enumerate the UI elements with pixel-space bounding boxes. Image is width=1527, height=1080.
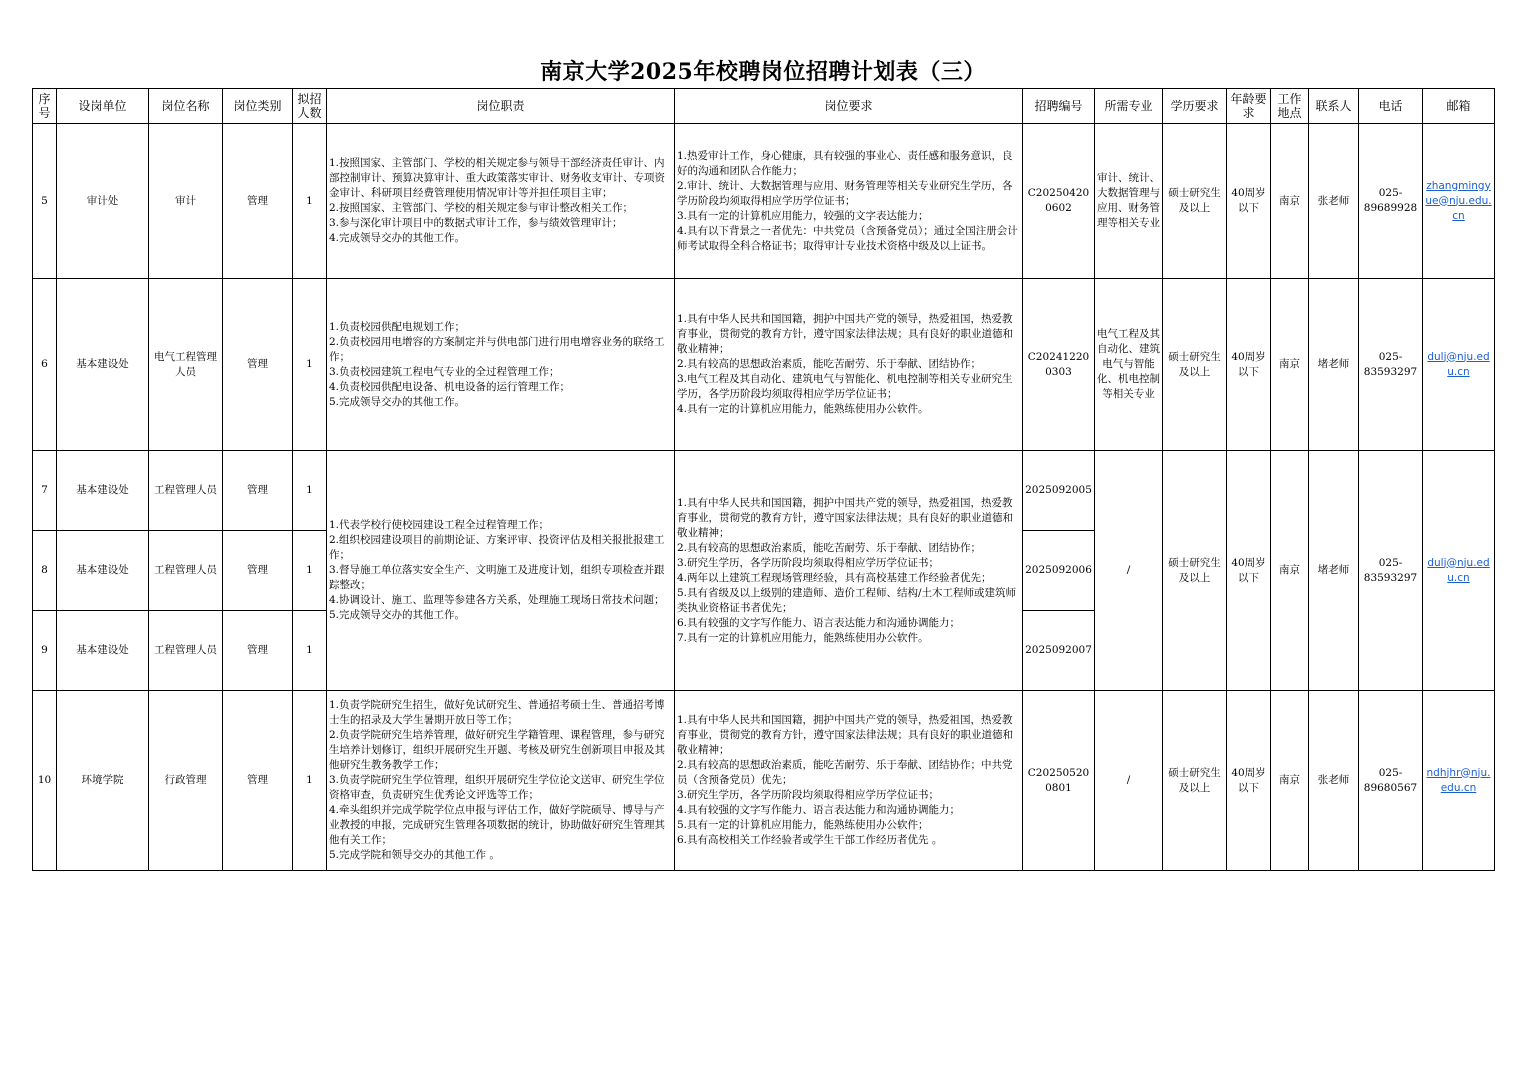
- phone-cell: 025-89680567: [1359, 691, 1423, 871]
- header-cell: 岗位职责: [327, 89, 675, 124]
- unit-cell: 基本建设处: [57, 531, 149, 611]
- age-cell: 40周岁以下: [1227, 124, 1271, 279]
- phone-cell: 025-83593297: [1359, 451, 1423, 691]
- duty-line: 5.完成学院和领导交办的其他工作 。: [329, 849, 500, 861]
- major-cell: 电气工程及其自动化、建筑电气与智能化、机电控制等相关专业: [1095, 279, 1163, 451]
- email-cell: [1423, 124, 1495, 279]
- unit-cell: 审计处: [57, 124, 149, 279]
- duties-cell: [327, 451, 675, 691]
- duty-line: 1.代表学校行使校园建设工程全过程管理工作；: [329, 519, 550, 531]
- phone-cell: 025-89689928: [1359, 124, 1423, 279]
- age-cell: 40周岁以下: [1227, 691, 1271, 871]
- position-cell: 行政管理: [149, 691, 223, 871]
- requirement-line: 4.两年以上建筑工程现场管理经验，具有高校基建工作经验者优先；: [677, 571, 992, 584]
- requirement-line: 4.具有以下背景之一者优先：中共党员（含预备党员）；通过全国注册会计师考试取得全科合格证书；取得审计专业技术资格中级及以上证书。: [677, 224, 1018, 252]
- requirements-cell: [675, 691, 1023, 871]
- requirement-line: 2.审计、统计、大数据管理与应用、财务管理等相关专业研究生学历，各学历阶段均须取得相应学历学位证书；: [677, 179, 1013, 207]
- email-link[interactable]: ndhjhr@nju.edu.cn: [1426, 766, 1491, 794]
- position-cell: 工程管理人员: [149, 451, 223, 531]
- age-cell: 40周岁以下: [1227, 451, 1271, 691]
- duty-line: 3.负责校园建筑工程电气专业的全过程管理工作；: [329, 365, 560, 378]
- header-cell: 联系人: [1309, 89, 1359, 124]
- category-cell: 管理: [223, 279, 293, 451]
- requirement-line: 2.具有较高的思想政治素质，能吃苦耐劳、乐于奉献、团结协作；: [677, 541, 982, 554]
- education-cell: 硕士研究生及以上: [1163, 124, 1227, 279]
- duty-line: 2.组织校园建设项目的前期论证、方案评审、投资评估及相关报批报建工作；: [329, 534, 665, 561]
- email-link[interactable]: dulj@nju.edu.cn: [1427, 556, 1490, 584]
- table-row: [33, 124, 1495, 279]
- recruitment-plan-table: [32, 88, 1495, 871]
- header-cell: 工作地点: [1271, 89, 1309, 124]
- row-number: 9: [33, 611, 57, 691]
- position-cell: 电气工程管理人员: [149, 279, 223, 451]
- requirements-cell: [675, 279, 1023, 451]
- count-cell: 1: [293, 691, 327, 871]
- row-number: 5: [33, 124, 57, 279]
- duty-line: 4.牵头组织并完成学院学位点申报与评估工作，做好学院硕导、博导与产业教授的申报，完成研究生管理各项数据的统计，协助做好研究生管理其他有关工作；: [329, 804, 665, 846]
- duty-line: 3.负责学院研究生学位管理，组织开展研究生学位论文送审、研究生学位资格审查，负责研究生优秀论文评选等工作；: [329, 774, 665, 801]
- location-cell: 南京: [1271, 451, 1309, 691]
- duty-line: 5.完成领导交办的其他工作。: [329, 395, 466, 408]
- count-cell: 1: [293, 451, 327, 531]
- unit-cell: 基本建设处: [57, 451, 149, 531]
- duty-line: 1.负责学院研究生招生，做好免试研究生、普通招考硕士生、普通招考博士生的招录及大学生暑期开放日等工作；: [329, 699, 665, 726]
- contact-cell: 张老师: [1309, 124, 1359, 279]
- code-cell: 2025092005: [1023, 451, 1095, 531]
- education-cell: 硕士研究生及以上: [1163, 279, 1227, 451]
- requirement-line: 3.研究生学历，各学历阶段均须取得相应学历学位证书；: [677, 789, 940, 801]
- page-title: 南京大学2025年校聘岗位招聘计划表（三）: [540, 59, 986, 85]
- row-number: 7: [33, 451, 57, 531]
- duties-cell: [327, 691, 675, 871]
- requirement-line: 1.热爱审计工作，身心健康，具有较强的事业心、责任感和服务意识，良好的沟通和团队合作能力；: [677, 149, 1013, 177]
- header-cell: 岗位名称: [149, 89, 223, 124]
- contact-cell: 张老师: [1309, 691, 1359, 871]
- requirement-line: 2.具有较高的思想政治素质，能吃苦耐劳、乐于奉献、团结协作；: [677, 358, 982, 370]
- duty-line: 2.负责学院研究生培养管理，做好研究生学籍管理、课程管理，参与研究生培养计划修订，组织开展研究生开题、考核及研究生创新项目申报及其他研究生教务教学工作；: [329, 729, 665, 771]
- header-cell: 年龄要求: [1227, 89, 1271, 124]
- count-cell: 1: [293, 279, 327, 451]
- category-cell: 管理: [223, 531, 293, 611]
- unit-cell: 环境学院: [57, 691, 149, 871]
- major-cell: 审计、统计、大数据管理与应用、财务管理等相关专业: [1095, 124, 1163, 279]
- code-cell: C202505200801: [1023, 691, 1095, 871]
- unit-cell: 基本建设处: [57, 611, 149, 691]
- code-cell: 2025092007: [1023, 611, 1095, 691]
- header-cell: 所需专业: [1095, 89, 1163, 124]
- duty-line: 4.负责校园供配电设备、机电设备的运行管理工作；: [329, 380, 571, 393]
- duties-cell: [327, 124, 675, 279]
- duty-line: 3.参与深化审计项目中的数据式审计工作，参与绩效管理审计；: [329, 217, 623, 229]
- email-cell: [1423, 279, 1495, 451]
- age-cell: 40周岁以下: [1227, 279, 1271, 451]
- header-cell: 电话: [1359, 89, 1423, 124]
- requirement-line: 1.具有中华人民共和国国籍，拥护中国共产党的领导，热爱祖国，热爱教育事业，贯彻党的教育方针，遵守国家法律法规；具有良好的职业道德和敬业精神；: [677, 496, 1013, 539]
- requirement-line: 5.具有一定的计算机应用能力，能熟练使用办公软件；: [677, 819, 929, 831]
- position-cell: 工程管理人员: [149, 531, 223, 611]
- category-cell: 管理: [223, 691, 293, 871]
- table-row: [33, 451, 1495, 531]
- code-cell: 2025092006: [1023, 531, 1095, 611]
- header-cell: 设岗单位: [57, 89, 149, 124]
- duty-line: 1.按照国家、主管部门、学校的相关规定参与领导干部经济责任审计、内部控制审计、预算决算审计、重大政策落实审计、财务收支审计、专项资金审计、科研项目经费管理使用情况审计等并担任项目主审；: [329, 157, 665, 199]
- duty-line: 5.完成领导交办的其他工作。: [329, 609, 466, 621]
- contact-cell: 堵老师: [1309, 279, 1359, 451]
- header-row: [33, 89, 1495, 124]
- table-row: [33, 279, 1495, 451]
- requirement-line: 3.电气工程及其自动化、建筑电气与智能化、机电控制等相关专业研究生学历，各学历阶段均须取得相应学历学位证书；: [677, 373, 1013, 400]
- major-cell: /: [1095, 451, 1163, 691]
- requirement-line: 3.具有一定的计算机应用能力，较强的文字表达能力；: [677, 209, 929, 222]
- requirement-line: 1.具有中华人民共和国国籍，拥护中国共产党的领导，热爱祖国，热爱教育事业，贯彻党的教育方针，遵守国家法律法规；具有良好的职业道德和敬业精神；: [677, 714, 1013, 756]
- row-number: 10: [33, 691, 57, 871]
- phone-cell: 025-83593297: [1359, 279, 1423, 451]
- row-number: 6: [33, 279, 57, 451]
- position-cell: 审计: [149, 124, 223, 279]
- count-cell: 1: [293, 611, 327, 691]
- email-link[interactable]: zhangmingyue@nju.edu.cn: [1425, 179, 1492, 222]
- requirement-line: 1.具有中华人民共和国国籍，拥护中国共产党的领导，热爱祖国，热爱教育事业，贯彻党的教育方针，遵守国家法律法规；具有良好的职业道德和敬业精神；: [677, 313, 1013, 355]
- duty-line: 1.负责校园供配电规划工作；: [329, 320, 466, 333]
- table-row: [33, 691, 1495, 871]
- education-cell: 硕士研究生及以上: [1163, 691, 1227, 871]
- duty-line: 4.协调设计、施工、监理等参建各方关系，处理施工现场日常技术问题；: [329, 594, 665, 606]
- category-cell: 管理: [223, 451, 293, 531]
- header-cell: 岗位要求: [675, 89, 1023, 124]
- duty-line: 2.按照国家、主管部门、学校的相关规定参与审计整改相关工作；: [329, 202, 634, 214]
- duties-cell: [327, 279, 675, 451]
- requirements-cell: [675, 451, 1023, 691]
- duty-line: 2.负责校园用电增容的方案制定并与供电部门进行用电增容业务的联络工作；: [329, 335, 665, 363]
- requirement-line: 4.具有一定的计算机应用能力，能熟练使用办公软件。: [677, 403, 929, 415]
- requirement-line: 6.具有高校相关工作经验者或学生干部工作经历者优先 。: [677, 834, 943, 846]
- category-cell: 管理: [223, 124, 293, 279]
- count-cell: 1: [293, 124, 327, 279]
- requirement-line: 3.研究生学历，各学历阶段均须取得相应学历学位证书；: [677, 556, 940, 569]
- code-cell: C202504200602: [1023, 124, 1095, 279]
- duty-line: 4.完成领导交办的其他工作。: [329, 232, 466, 244]
- category-cell: 管理: [223, 611, 293, 691]
- requirement-line: 7.具有一定的计算机应用能力，能熟练使用办公软件。: [677, 631, 929, 644]
- requirement-line: 6.具有较强的文字写作能力、语言表达能力和沟通协调能力；: [677, 616, 961, 629]
- header-cell: 邮箱: [1423, 89, 1495, 124]
- count-cell: 1: [293, 531, 327, 611]
- duty-line: 3.督导施工单位落实安全生产、文明施工及进度计划，组织专项检查并跟踪整改；: [329, 564, 665, 591]
- requirement-line: 5.具有省级及以上级别的建造师、造价工程师、结构/土木工程师或建筑师类执业资格证书者优先；: [677, 586, 1017, 614]
- email-link[interactable]: dulj@nju.edu.cn: [1427, 350, 1490, 378]
- header-cell: 序号: [33, 89, 57, 124]
- row-number: 8: [33, 531, 57, 611]
- code-cell: C202412200303: [1023, 279, 1095, 451]
- education-cell: 硕士研究生及以上: [1163, 451, 1227, 691]
- requirement-line: 2.具有较高的思想政治素质，能吃苦耐劳、乐于奉献、团结协作；中共党员（含预备党员）优先；: [677, 759, 1013, 786]
- header-cell: 招聘编号: [1023, 89, 1095, 124]
- email-cell: [1423, 451, 1495, 691]
- email-cell: [1423, 691, 1495, 871]
- header-cell: 拟招人数: [293, 89, 327, 124]
- requirement-line: 4.具有较强的文字写作能力、语言表达能力和沟通协调能力；: [677, 804, 961, 816]
- contact-cell: 堵老师: [1309, 451, 1359, 691]
- requirements-cell: [675, 124, 1023, 279]
- location-cell: 南京: [1271, 691, 1309, 871]
- location-cell: 南京: [1271, 279, 1309, 451]
- major-cell: /: [1095, 691, 1163, 871]
- unit-cell: 基本建设处: [57, 279, 149, 451]
- position-cell: 工程管理人员: [149, 611, 223, 691]
- header-cell: 学历要求: [1163, 89, 1227, 124]
- location-cell: 南京: [1271, 124, 1309, 279]
- header-cell: 岗位类别: [223, 89, 293, 124]
